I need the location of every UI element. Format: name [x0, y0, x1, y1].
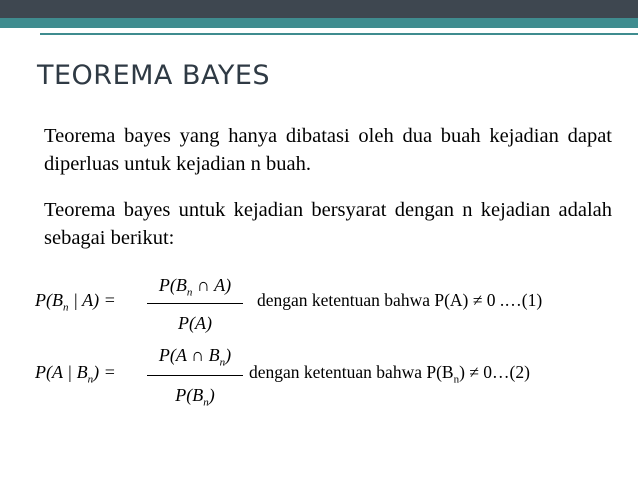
equation-1-lhs-tail: | A) =	[68, 290, 116, 310]
slide-title: TEOREMA BAYES	[37, 60, 271, 91]
equation-2-cond-main: dengan ketentuan bahwa P(B	[249, 362, 454, 382]
equation-1-condition	[257, 290, 542, 314]
equation-2-condition	[249, 362, 530, 386]
equation-2-num-main: P(A ∩ B	[158, 345, 220, 365]
equation-1-fraction-line	[147, 303, 243, 304]
top-dark-bar	[0, 0, 638, 18]
equation-2-lhs-main: P(A | B	[35, 362, 88, 382]
equation-2-num-tail: )	[225, 345, 232, 365]
top-accent-bar	[0, 18, 638, 28]
equation-1-cond-main: dengan ketentuan bahwa P(A) ≠ 0 .…(1)	[257, 290, 543, 310]
equation-1-num-tail: ∩ A)	[192, 275, 232, 295]
equation-2-cond-sub: n	[453, 373, 460, 386]
equation-1-denominator	[145, 313, 245, 337]
equation-2-den-tail: )	[208, 385, 215, 405]
equation-1-lhs	[35, 290, 116, 314]
equation-1-num-sub: n	[186, 286, 193, 299]
equation-1-lhs-sub: n	[62, 301, 69, 314]
equation-2-den-main: P(B	[175, 385, 204, 405]
equation-2-lhs	[35, 362, 116, 386]
equation-2-num-sub: n	[219, 356, 226, 369]
equation-1-lhs-main: P(B	[35, 290, 63, 310]
equation-2-den-sub: n	[203, 396, 209, 409]
equation-2-numerator	[145, 345, 245, 369]
paragraph-2: Teorema bayes untuk kejadian bersyarat dengan n kejadian adalah sebagai berikut:	[44, 199, 612, 249]
equation-1-den-main: P(A)	[178, 313, 212, 333]
equation-1-numerator	[145, 275, 245, 299]
paragraph-1: Teorema bayes yang hanya dibatasi oleh dua buah kejadian dapat diperluas untuk kejadian n buah.	[44, 125, 612, 175]
title-divider-line	[40, 33, 638, 35]
equation-2-fraction-line	[147, 375, 243, 376]
equation-2-cond-tail: ) ≠ 0…(2)	[459, 362, 530, 382]
equation-1-num-main: P(B	[158, 275, 187, 295]
equation-2-lhs-tail: ) =	[93, 362, 116, 382]
equation-2-lhs-sub: n	[87, 373, 94, 386]
equation-2-denominator	[145, 385, 245, 409]
